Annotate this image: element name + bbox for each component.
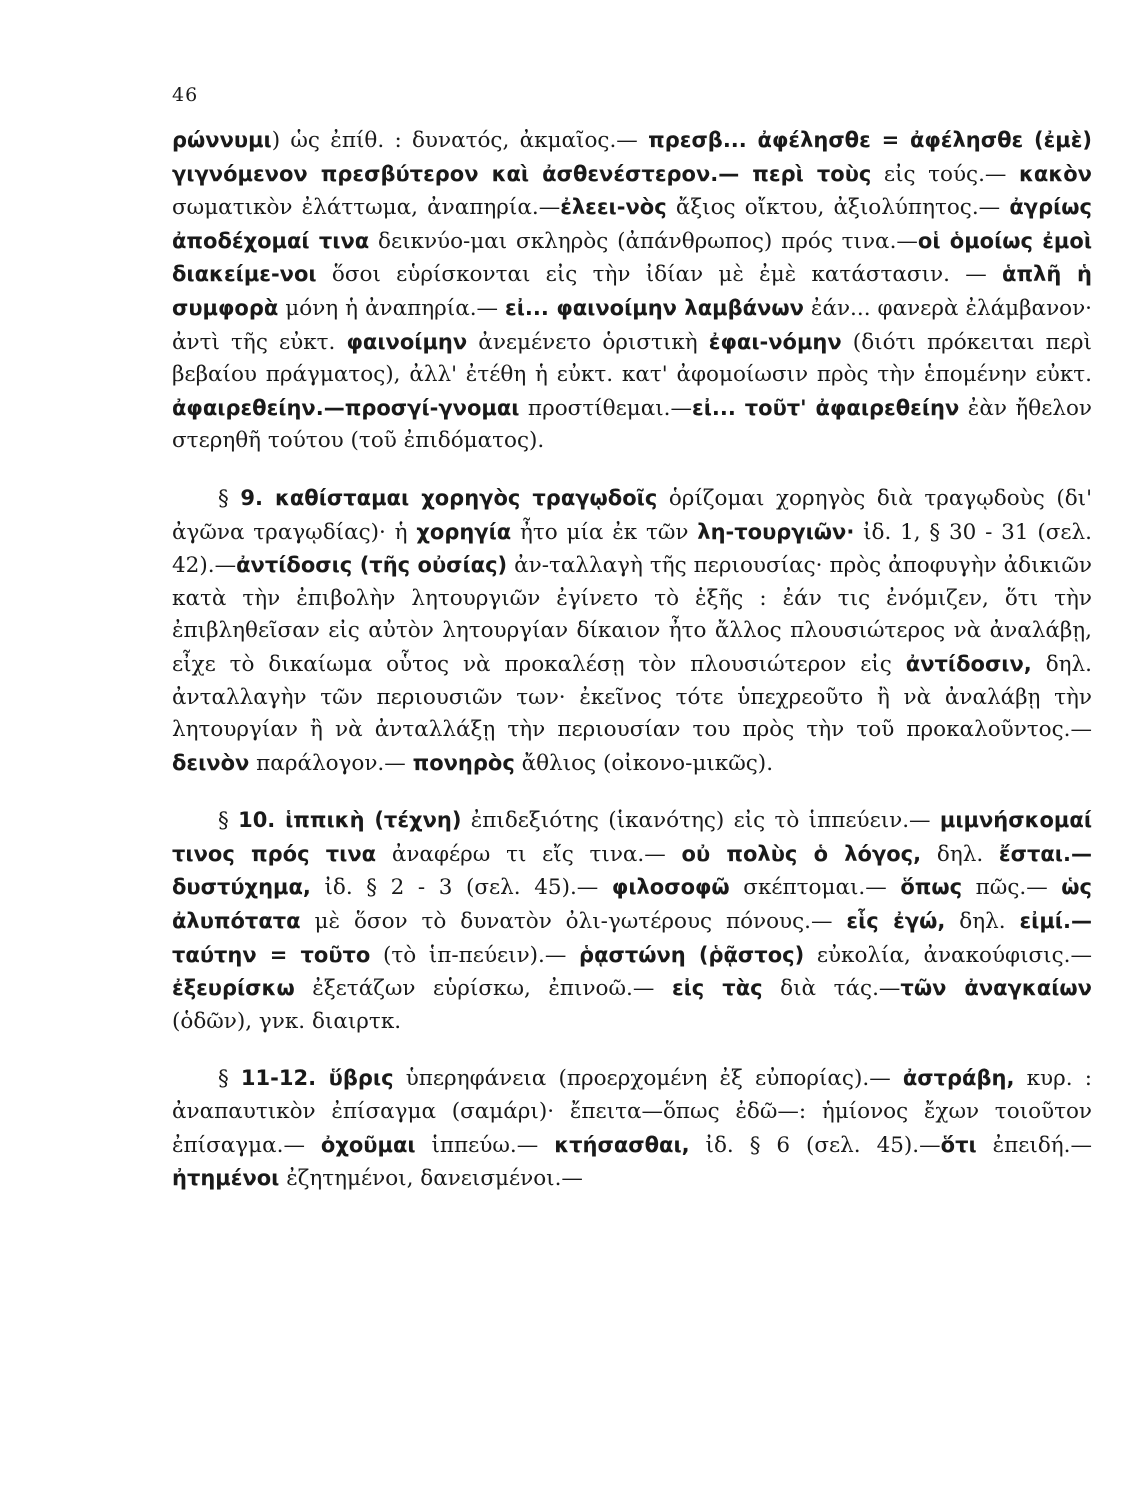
gloss-text: ἀν-ταλλαγὴ τῆς περιουσίας· πρὸς ἀποφυγὴν ἀδικιῶν κατὰ τὴν ἐπιβολὴν λητουργιῶν ἐγίνετο τὸ ἑξῆς : ἐάν τις ἐνόμιζεν, ὅτι τὴν ἐπιβληθεῖσαν εἰς αὐτὸν λητουργίαν δίκαιον ἦτο ἄλλος πλουσιώτερος νὰ ἀναλάβῃ, εἶχε τὸ δικαίωμα οὗτος νὰ προκαλέσῃ τὸν πλουσιώτερον εἰς [172,553,1092,677]
gloss-text: μόνη ἡ ἀναπηρία.— [278,295,506,321]
gloss-text: μὲ ὅσον τὸ δυνατὸν ὀλι-γωτέρους πόνους.— [300,909,847,935]
lemma-term: ἁπλῆ ἡ συμφορὰ [172,262,1092,320]
gloss-text: ἐάν... φανερὰ ἐλάμβανον· ἀντὶ τῆς εὐκτ. [172,295,1092,355]
lemma-term: ἠτημένοι [172,1166,280,1191]
paragraph-intro [172,124,1092,458]
lemma-term: ρώννυμι [172,128,272,152]
gloss-text: πῶς.— [962,875,1062,901]
gloss-text: ἐζητημένοι, δανεισμένοι.— [279,1166,583,1192]
lemma-term: ὅπως [900,875,963,900]
lemma-term: ἐφαι-νόμην [708,329,842,354]
lemma-term: ὡς ἀλυπότατα [172,875,1092,934]
gloss-text: δηλ. [945,909,1020,935]
gloss-text: ἱππεύω.— [415,1132,555,1158]
lemma-term: λη-τουργιῶν· [697,519,855,544]
gloss-text: ἀναφέρω τι εἴς τινα.— [376,841,682,867]
gloss-text: ἰδ. § 6 (σελ. 45).— [689,1132,941,1158]
paragraph-section-10 [172,804,1092,1038]
lemma-term: εἰ... τοῦτ' ἀφαιρεθείην [692,395,960,420]
lemma-term: ἐξευρίσκω [172,976,295,1001]
gloss-text: εἰς τούς.— [871,161,1019,187]
gloss-text: ἰδ. § 2 - 3 (σελ. 45).— [310,875,612,901]
lemma-term: κακὸν [1018,161,1092,186]
lemma-term: ἀντίδοσις (τῆς οὐσίας) [236,553,508,578]
paragraph-section-9 [172,482,1092,780]
gloss-text: ἐξετάζων εὑρίσκω, ἐπινοῶ.— [294,976,672,1002]
gloss-text: ὁρίζομαι χορηγὸς διὰ τραγῳδοὺς (δι' ἀγῶνα τραγῳδίας)· ἡ [172,485,1092,545]
lemma-term: ὀχοῦμαι [320,1132,416,1157]
gloss-text: δηλ. ἀνταλλαγὴν τῶν περιουσιῶν των· ἐκεῖνος τότε ὑπεχρεοῦτο ἢ νὰ ἀναλάβῃ τὴν λητουργίαν ἢ νὰ ἀνταλλάξῃ τὴν περιουσίαν του πρὸς τὴν τοῦ προκαλοῦντος.— [172,651,1092,743]
lemma-term: ἀντίδοσιν, [905,651,1032,676]
lemma-term: 9. καθίσταμαι χορηγὸς τραγῳδοῖς [240,485,658,510]
lemma-term: μιμνήσκομαί τινος πρός τινα [172,808,1092,866]
lemma-term: οὐ πολὺς ὁ λόγος, [681,841,922,866]
gloss-text: ἐπειδή.— [976,1132,1092,1158]
lemma-term: πονηρὸς [412,750,515,775]
lemma-term: τῶν ἀναγκαίων [900,976,1092,1001]
lemma-term: εἰς τὰς [671,976,763,1001]
gloss-text: δεικνύο-μαι σκληρὸς (ἀπάνθρωπος) πρός τινα.— [369,228,918,254]
gloss-text: ἀνεμένετο ὁριστικὴ [467,329,709,355]
gloss-text: ἰδ. 1, § 30 - 31 (σελ. 42).— [172,519,1092,579]
lemma-term: ῥᾳστώνη (ῥᾷστος) [579,942,805,967]
lemma-term: εἰ... φαινοίμην λαμβάνων [505,295,804,320]
gloss-text: § [218,1066,241,1092]
gloss-text: διὰ τάς.— [762,976,901,1002]
lemma-term: πρεσβ... ἀφέλησθε = ἀφέλησθε (ἐμὲ) γιγνόμενον πρεσβύτερον καὶ ἀσθενέστερον.— περὶ τοὺς [172,128,1092,186]
lemma-term: εἷς ἐγώ, [846,909,946,934]
gloss-text: § [218,808,239,834]
gloss-text: ) ὡς ἐπίθ. : δυνατός, ἀκμαῖος.— [271,128,649,153]
lemma-term: φιλοσοφῶ [611,875,730,900]
commentary-text [172,124,1092,1196]
lemma-term: εἰμί.—ταύτην = τοῦτο [172,909,1092,967]
gloss-text: σωματικὸν ἐλάττωμα, ἀναπηρία.— [172,195,561,221]
lemma-term: ἐλεει-νὸς [560,195,667,220]
lemma-term: κτήσασθαι, [554,1132,690,1157]
gloss-text: σκέπτομαι.— [729,875,901,901]
gloss-text: δηλ. [921,841,999,867]
gloss-text: ἦτο μία ἐκ τῶν [511,519,698,545]
gloss-text: ἐπιδεξιότης (ἱκανότης) εἰς τὸ ἱππεύειν.— [461,808,940,834]
gloss-text: ὑπερηφάνεια (προερχομένη ἐξ εὐπορίας).— [393,1066,903,1092]
gloss-text: προστίθεμαι.— [519,395,692,421]
gloss-text: κυρ. : ἀναπαυτικὸν ἐπίσαγμα (σαμάρι)· ἔπειτα—ὅπως ἐδῶ—: ἡμίονος ἔχων τοιοῦτον ἐπίσαγμα.— [172,1066,1092,1158]
lemma-term: οἱ ὁμοίως ἐμοὶ διακείμε-νοι [172,228,1092,287]
gloss-text: (τὸ ἱπ-πεύειν).— [370,942,580,968]
lemma-term: ἔσται.—δυστύχημα, [172,841,1092,900]
lemma-term: ὅτι [940,1132,977,1157]
lemma-term: φαινοίμην [346,329,468,354]
gloss-text: ἐὰν ἤθελον στερηθῆ τούτου (τοῦ ἐπιδόματος). [172,395,1093,454]
gloss-text: ὅσοι εὑρίσκονται εἰς τὴν ἰδίαν μὲ ἐμὲ κατάστασιν. — [316,262,1003,288]
gloss-text: § [218,485,241,511]
page-number: 46 [172,84,199,106]
lemma-term: 11-12. ὕβρις [240,1066,394,1091]
lemma-term: ἀγρίως ἀποδέχομαί τινα [172,195,1092,253]
lemma-term: ἀφαιρεθείην.—προσγί-γνομαι [172,395,520,420]
lemma-term: δεινὸν [172,750,250,775]
gloss-text: (ὁδῶν), γνκ. διαιρτκ. [172,1008,402,1034]
gloss-text: ἄξιος οἴκτου, ἀξιολύπητος.— [666,195,1010,221]
gloss-text: ἄθλιος (οἰκονο-μικῶς). [514,750,774,776]
paragraph-section-11-12 [172,1062,1092,1195]
gloss-text: παράλογον.— [249,750,413,776]
lemma-term: ἀστράβη, [902,1066,1015,1091]
gloss-text: (διότι πρόκειται περὶ βεβαίου πράγματος), ἀλλ' ἐτέθη ἡ εὐκτ. κατ' ἀφομοίωσιν πρὸς τὴν ἑπομένην εὐκτ. [172,329,1092,388]
lemma-term: χορηγία [416,519,512,544]
lemma-term: 10. ἱππικὴ (τέχνη) [238,808,462,833]
gloss-text: εὐκολία, ἀνακούφισις.— [804,942,1092,968]
